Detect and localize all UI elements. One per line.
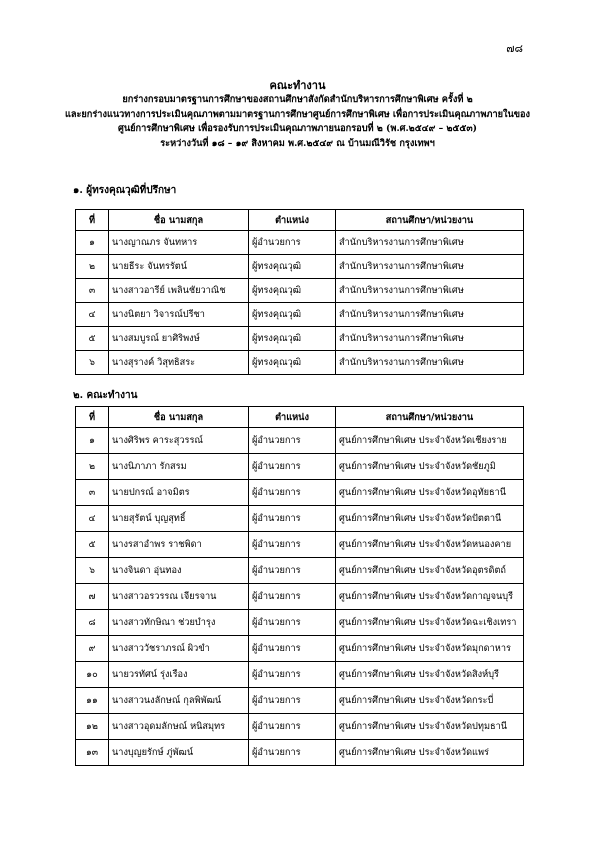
position: ผู้อำนวยการ (249, 506, 336, 532)
position: ผู้อำนวยการ (249, 532, 336, 558)
organization: ศูนย์การศึกษาพิเศษ ประจำจังหวัดอุทัยธานี (336, 480, 524, 506)
table-row (76, 480, 524, 506)
position: ผู้อำนวยการ (249, 454, 336, 480)
organization: ศูนย์การศึกษาพิเศษ ประจำจังหวัดเชียงราย (336, 428, 524, 454)
organization: ศูนย์การศึกษาพิเศษ ประจำจังหวัดอุตรดิตถ์ (336, 558, 524, 584)
row-number: ๒ (76, 255, 109, 279)
position: ผู้อำนวยการ (249, 636, 336, 662)
column-header-no: ที่ (76, 210, 109, 231)
table-header-row (76, 407, 524, 428)
row-number: ๔ (76, 303, 109, 327)
row-number: ๑๒ (76, 714, 109, 740)
position: ผู้อำนวยการ (249, 428, 336, 454)
table-row (76, 303, 524, 327)
person-name: นางนิตยา วิจารณ์ปรีชา (109, 303, 249, 327)
organization: สำนักบริหารงานการศึกษาพิเศษ (336, 351, 524, 375)
row-number: ๕ (76, 327, 109, 351)
header-line-5: ระหว่างวันที่ ๑๘ – ๑๙ สิงหาคม พ.ศ.๒๕๔๙ ณ บ้านมณีวิรัช กรุงเทพฯ (160, 137, 435, 149)
table-header-row (76, 210, 524, 231)
person-name: นางญาณภร จันทหาร (109, 231, 249, 255)
person-name: นางสาวอารีย์ เพลินชัยวาณิช (109, 279, 249, 303)
person-name: นางจินดา อุ่นทอง (109, 558, 249, 584)
row-number: ๑๓ (76, 740, 109, 766)
position: ผู้ทรงคุณวุฒิ (249, 303, 336, 327)
position: ผู้ทรงคุณวุฒิ (249, 255, 336, 279)
section-1-title: ๑. ผู้ทรงคุณวุฒิที่ปรึกษา (73, 185, 177, 196)
row-number: ๙ (76, 636, 109, 662)
row-number: ๑ (76, 428, 109, 454)
position: ผู้อำนวยการ (249, 584, 336, 610)
row-number: ๑๐ (76, 662, 109, 688)
table-row (76, 231, 524, 255)
position: ผู้อำนวยการ (249, 231, 336, 255)
person-name: นางสาวทักษิณา ช่วยบำรุง (109, 610, 249, 636)
row-number: ๑๑ (76, 688, 109, 714)
header-line-4: ศูนย์การศึกษาพิเศษ เพื่อรองรับการประเมินคุณภาพภายนอกรอบที่ ๒ (พ.ศ.๒๕๔๙ – ๒๕๕๓) (118, 123, 477, 135)
organization: สำนักบริหารงานการศึกษาพิเศษ (336, 231, 524, 255)
page-number: ๗๘ (506, 42, 523, 55)
column-header-position: ตำแหน่ง (249, 407, 336, 428)
organization: สำนักบริหารงานการศึกษาพิเศษ (336, 327, 524, 351)
table-row (76, 662, 524, 688)
person-name: นายธีระ จันทรรัตน์ (109, 255, 249, 279)
column-header-name: ชื่อ นามสกุล (109, 210, 249, 231)
table-row (76, 636, 524, 662)
document-title: คณะทำงาน (269, 79, 326, 92)
position: ผู้อำนวยการ (249, 740, 336, 766)
table-row (76, 740, 524, 766)
table-row (76, 584, 524, 610)
organization: สำนักบริหารงานการศึกษาพิเศษ (336, 303, 524, 327)
table-row (76, 532, 524, 558)
position: ผู้ทรงคุณวุฒิ (249, 351, 336, 375)
header-line-2: ยกร่างกรอบมาตรฐานการศึกษาของสถานศึกษาสังกัดสำนักบริหารการศึกษาพิเศษ ครั้งที่ ๒ (122, 94, 473, 105)
table-row (76, 558, 524, 584)
advisors-table (75, 209, 524, 375)
working-committee-table (75, 406, 524, 766)
organization: ศูนย์การศึกษาพิเศษ ประจำจังหวัดกาญจนบุรี (336, 584, 524, 610)
organization: ศูนย์การศึกษาพิเศษ ประจำจังหวัดชัยภูมิ (336, 454, 524, 480)
position: ผู้ทรงคุณวุฒิ (249, 327, 336, 351)
row-number: ๕ (76, 532, 109, 558)
person-name: นายสุรัตน์ บุญสุทธิ์ (109, 506, 249, 532)
row-number: ๒ (76, 454, 109, 480)
position: ผู้อำนวยการ (249, 688, 336, 714)
organization: ศูนย์การศึกษาพิเศษ ประจำจังหวัดหนองคาย (336, 532, 524, 558)
document-header (40, 78, 555, 151)
row-number: ๓ (76, 279, 109, 303)
organization: ศูนย์การศึกษาพิเศษ ประจำจังหวัดสิงห์บุรี (336, 662, 524, 688)
position: ผู้ทรงคุณวุฒิ (249, 279, 336, 303)
position: ผู้อำนวยการ (249, 714, 336, 740)
section-2-title: ๒. คณะทำงาน (73, 390, 138, 401)
row-number: ๓ (76, 480, 109, 506)
organization: ศูนย์การศึกษาพิเศษ ประจำจังหวัดปทุมธานี (336, 714, 524, 740)
table-row (76, 327, 524, 351)
position: ผู้อำนวยการ (249, 662, 336, 688)
table-row (76, 688, 524, 714)
table-row (76, 351, 524, 375)
column-header-no: ที่ (76, 407, 109, 428)
row-number: ๔ (76, 506, 109, 532)
person-name: นางรสาอำพร ราชพิดา (109, 532, 249, 558)
person-name: นางสาวอรวรรณ เจียรจาน (109, 584, 249, 610)
position: ผู้อำนวยการ (249, 610, 336, 636)
row-number: ๖ (76, 558, 109, 584)
person-name: นางสาวอุดมลักษณ์ หนิสมุทร (109, 714, 249, 740)
organization: สำนักบริหารงานการศึกษาพิเศษ (336, 255, 524, 279)
row-number: ๘ (76, 610, 109, 636)
position: ผู้อำนวยการ (249, 558, 336, 584)
person-name: นางศิริพร คาระสุวรรณ์ (109, 428, 249, 454)
person-name: นายวรทัศน์ รุ่งเรือง (109, 662, 249, 688)
organization: ศูนย์การศึกษาพิเศษ ประจำจังหวัดแพร่ (336, 740, 524, 766)
person-name: นางสาววัชราภรณ์ ผิวขำ (109, 636, 249, 662)
column-header-position: ตำแหน่ง (249, 210, 336, 231)
person-name: นางนิภาภา รักสรม (109, 454, 249, 480)
header-line-3: และยกร่างแนวทางการประเมินคุณภาพตามมาตรฐานการศึกษาศูนย์การศึกษาพิเศษ เพื่อการประเมินคุณภาพภายในของ (64, 108, 531, 120)
position: ผู้อำนวยการ (249, 480, 336, 506)
table-row (76, 610, 524, 636)
row-number: ๖ (76, 351, 109, 375)
table-row (76, 714, 524, 740)
row-number: ๑ (76, 231, 109, 255)
organization: ศูนย์การศึกษาพิเศษ ประจำจังหวัดปัตตานี (336, 506, 524, 532)
table-row (76, 428, 524, 454)
column-header-organization: สถานศึกษา/หน่วยงาน (336, 407, 524, 428)
column-header-organization: สถานศึกษา/หน่วยงาน (336, 210, 524, 231)
table-row (76, 454, 524, 480)
organization: ศูนย์การศึกษาพิเศษ ประจำจังหวัดฉะเชิงเทรา (336, 610, 524, 636)
organization: สำนักบริหารงานการศึกษาพิเศษ (336, 279, 524, 303)
table-row (76, 506, 524, 532)
organization: ศูนย์การศึกษาพิเศษ ประจำจังหวัดมุกดาหาร (336, 636, 524, 662)
person-name: นางบุญยรักษ์ ภู่พัฒน์ (109, 740, 249, 766)
organization: ศูนย์การศึกษาพิเศษ ประจำจังหวัดกระบี่ (336, 688, 524, 714)
table-row (76, 279, 524, 303)
table-row (76, 255, 524, 279)
person-name: นางสุรางค์ วิสุทธิสระ (109, 351, 249, 375)
person-name: นางสาวนงลักษณ์ กุลพิพัฒน์ (109, 688, 249, 714)
column-header-name: ชื่อ นามสกุล (109, 407, 249, 428)
row-number: ๗ (76, 584, 109, 610)
person-name: นายปกรณ์ อาจมิตร (109, 480, 249, 506)
person-name: นางสมบูรณ์ ยาศิริพงษ์ (109, 327, 249, 351)
